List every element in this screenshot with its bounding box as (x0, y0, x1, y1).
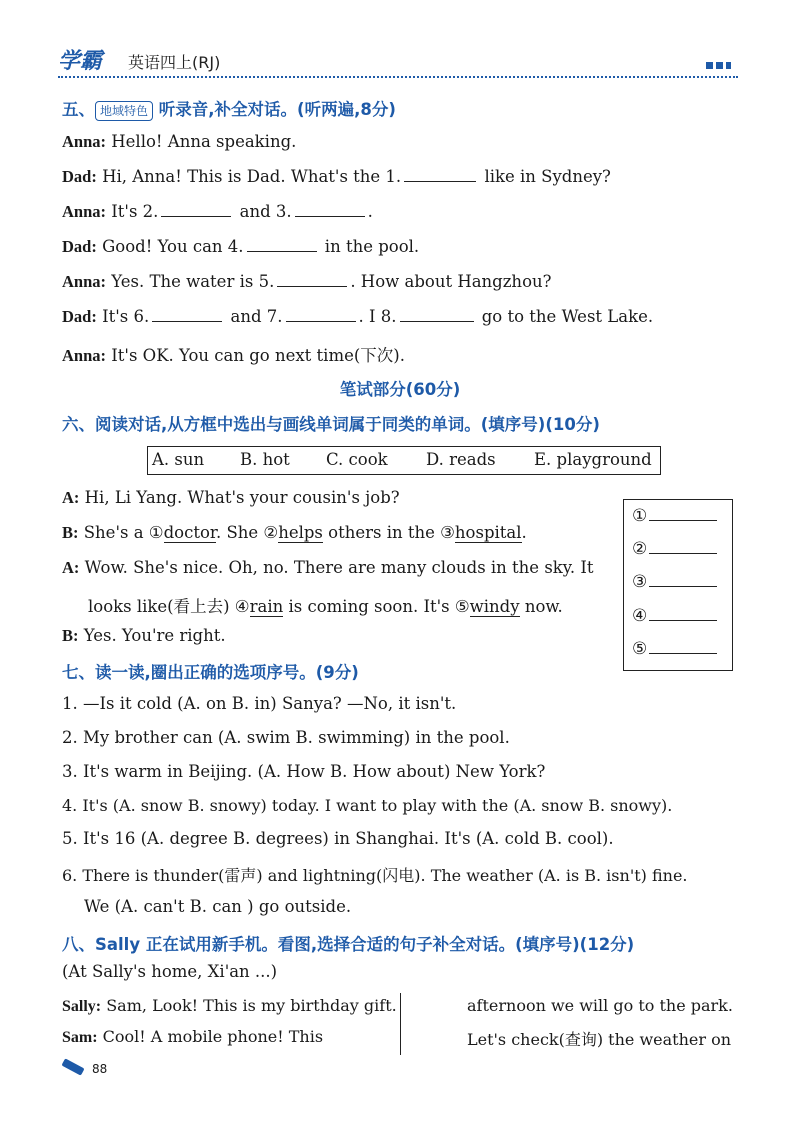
dialog-line: Dad: Hi, Anna! This is Dad. What's the 1. like in Sydney? (62, 167, 611, 186)
answer-row[interactable]: ③ (632, 572, 717, 592)
option-e: E. playground (534, 450, 652, 469)
dialog-line: B: Yes. You're right. (62, 626, 226, 645)
answer-blank[interactable] (247, 237, 317, 252)
dialog-line: Sally: Sam, Look! This is my birthday gift. (62, 996, 397, 1015)
dialog-line-right: afternoon we will go to the park. (467, 996, 733, 1015)
dialog-line: Dad: It's 6. and 7. . I 8. go to the West Lake. (62, 307, 654, 326)
underlined-word: hospital (454, 523, 522, 542)
question-item: 5. It's 16 (A. degree B. degrees) in Shanghai. It's (A. cold B. cool). (62, 829, 614, 848)
dialog-line: looks like(看上去) ④rain is coming soon. It's ⑤windy now. (88, 597, 563, 616)
dialog-line: Sam: Cool! A mobile phone! This (62, 1027, 324, 1046)
book-title: 英语四上(RJ) (128, 53, 221, 72)
scene-note: (At Sally's home, Xi'an ...) (62, 962, 278, 981)
dialog-line-right: Let's check(查询) the weather on (467, 1030, 732, 1049)
answer-row[interactable]: ① (632, 506, 717, 526)
dialog-line: Anna: It's OK. You can go next time(下次). (62, 346, 405, 365)
underlined-word: doctor (163, 523, 216, 542)
written-part-title: 笔试部分(60分) (339, 380, 461, 399)
answer-row[interactable]: ⑤ (632, 639, 717, 659)
page-number: 88 (92, 1062, 108, 1076)
dialog-line: Anna: Yes. The water is 5. . How about Hangzhou? (62, 272, 552, 291)
answer-row[interactable]: ④ (632, 606, 717, 626)
answer-blank[interactable] (400, 307, 474, 322)
underlined-word: rain (249, 597, 284, 616)
dialog-line: Anna: It's 2. and 3. . (62, 202, 373, 221)
answer-blank[interactable] (161, 202, 231, 217)
answer-box (623, 499, 733, 671)
decor-square-icon (726, 62, 731, 69)
dialog-line: A: Wow. She's nice. Oh, no. There are many clouds in the sky. It (62, 558, 594, 577)
underlined-word: helps (278, 523, 323, 542)
answer-blank[interactable] (152, 307, 222, 322)
question-item: 3. It's warm in Beijing. (A. How B. How about) New York? (62, 762, 546, 781)
question-item: 2. My brother can (A. swim B. swimming) in the pool. (62, 728, 510, 747)
option-a: A. sun (152, 450, 205, 469)
dialog-line: Dad: Good! You can 4. in the pool. (62, 237, 420, 256)
region-tag: 地域特色 (95, 101, 153, 121)
word-options-box (147, 446, 661, 475)
answer-blank[interactable] (277, 272, 347, 287)
pen-icon (61, 1058, 84, 1075)
underlined-word: windy (469, 597, 520, 616)
section-6-title: 六、阅读对话,从方框中选出与画线单词属于同类的单词。(填序号)(10分) (62, 415, 600, 434)
answer-blank[interactable] (286, 307, 356, 322)
header-divider (58, 76, 738, 78)
decor-square-icon (716, 62, 723, 69)
section-7-title: 七、读一读,圈出正确的选项序号。(9分) (62, 663, 359, 682)
option-d: D. reads (426, 450, 496, 469)
decor-square-icon (706, 62, 713, 69)
answer-blank[interactable] (295, 202, 365, 217)
option-b: B. hot (240, 450, 290, 469)
question-item: 6. There is thunder(雷声) and lightning(闪电). The weather (A. is B. isn't) fine. (62, 866, 688, 885)
question-item: We (A. can't B. can ) go outside. (84, 897, 352, 916)
brand-logo: 学霸 (58, 49, 103, 74)
question-item: 4. It's (A. snow B. snowy) today. I want to play with the (A. snow B. snowy). (62, 796, 673, 815)
answer-row[interactable]: ② (632, 539, 717, 559)
option-c: C. cook (326, 450, 388, 469)
answer-blank[interactable] (404, 167, 476, 182)
dialog-line: B: She's a ①doctor. She ②helps others in the ③hospital. (62, 523, 527, 542)
section-8-title: 八、Sally 正在试用新手机。看图,选择合适的句子补全对话。(填序号)(12分) (62, 935, 635, 954)
dialog-line: Anna: Hello! Anna speaking. (62, 132, 297, 151)
column-divider (400, 993, 401, 1055)
dialog-line: A: Hi, Li Yang. What's your cousin's job? (62, 488, 400, 507)
question-item: 1. —Is it cold (A. on B. in) Sanya? —No, it isn't. (62, 694, 457, 713)
section-5-title: 五、 地域特色 听录音,补全对话。(听两遍,8分) (62, 100, 396, 119)
